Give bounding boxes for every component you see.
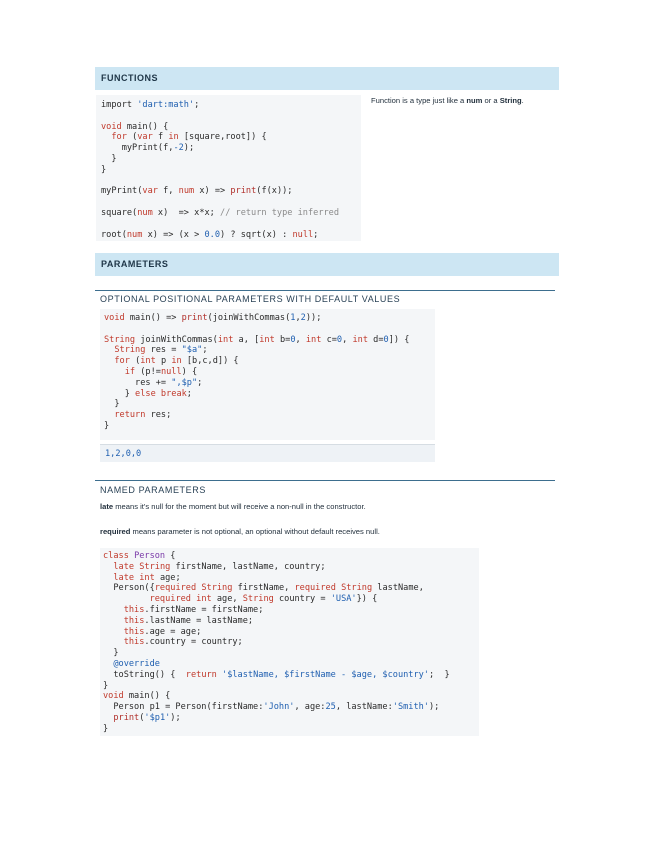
- code-block-named-params: class Person { late String firstName, lastName, country; late int age; Person({required String firstName, required String lastName, required int age, String country = 'USA'}) { this.firstName = firstName; this.lastName = lastName; this.age = age; this.country = country; } @override toString() { return '$lastName, $firstName - $age, $country'; } } void main() { Person p1 = Person(firstName:'John', age:25, lastName:'Smith'); print('$p1'); }: [100, 548, 479, 736]
- divider: [95, 480, 555, 481]
- code-block-optional-params: void main() => print(joinWithCommas(1,2)); String joinWithCommas(int a, [int b=0, int c=0, int d=0]) { String res = "$a"; for (int p in [b,c,d]) { if (p!=null) { res += ",$p"; } else break; } return res; }: [100, 309, 435, 440]
- section-header-parameters: PARAMETERS: [95, 253, 559, 276]
- divider: [95, 290, 555, 291]
- code-output-optional-params: 1,2,0,0: [100, 444, 435, 462]
- code-block-functions: import 'dart:math'; void main() { for (var f in [square,root]) { myPrint(f,-2); } } myPrint(var f, num x) => print(f(x)); square(num x) => x*x; // return type inferred root(num x) => (x > 0.0) ? sqrt(x) : null;: [96, 95, 361, 241]
- late-note: late means it's null for the moment but will receive a non-null in the constructor.: [100, 502, 366, 511]
- section-header-functions: FUNCTIONS: [95, 67, 559, 90]
- subsection-title-named: NAMED PARAMETERS: [100, 485, 206, 495]
- subsection-title-optional: OPTIONAL POSITIONAL PARAMETERS WITH DEFAULT VALUES: [100, 294, 401, 304]
- required-note: required means parameter is not optional, an optional without default receives null.: [100, 527, 380, 536]
- functions-note: Function is a type just like a num or a String.: [371, 96, 524, 105]
